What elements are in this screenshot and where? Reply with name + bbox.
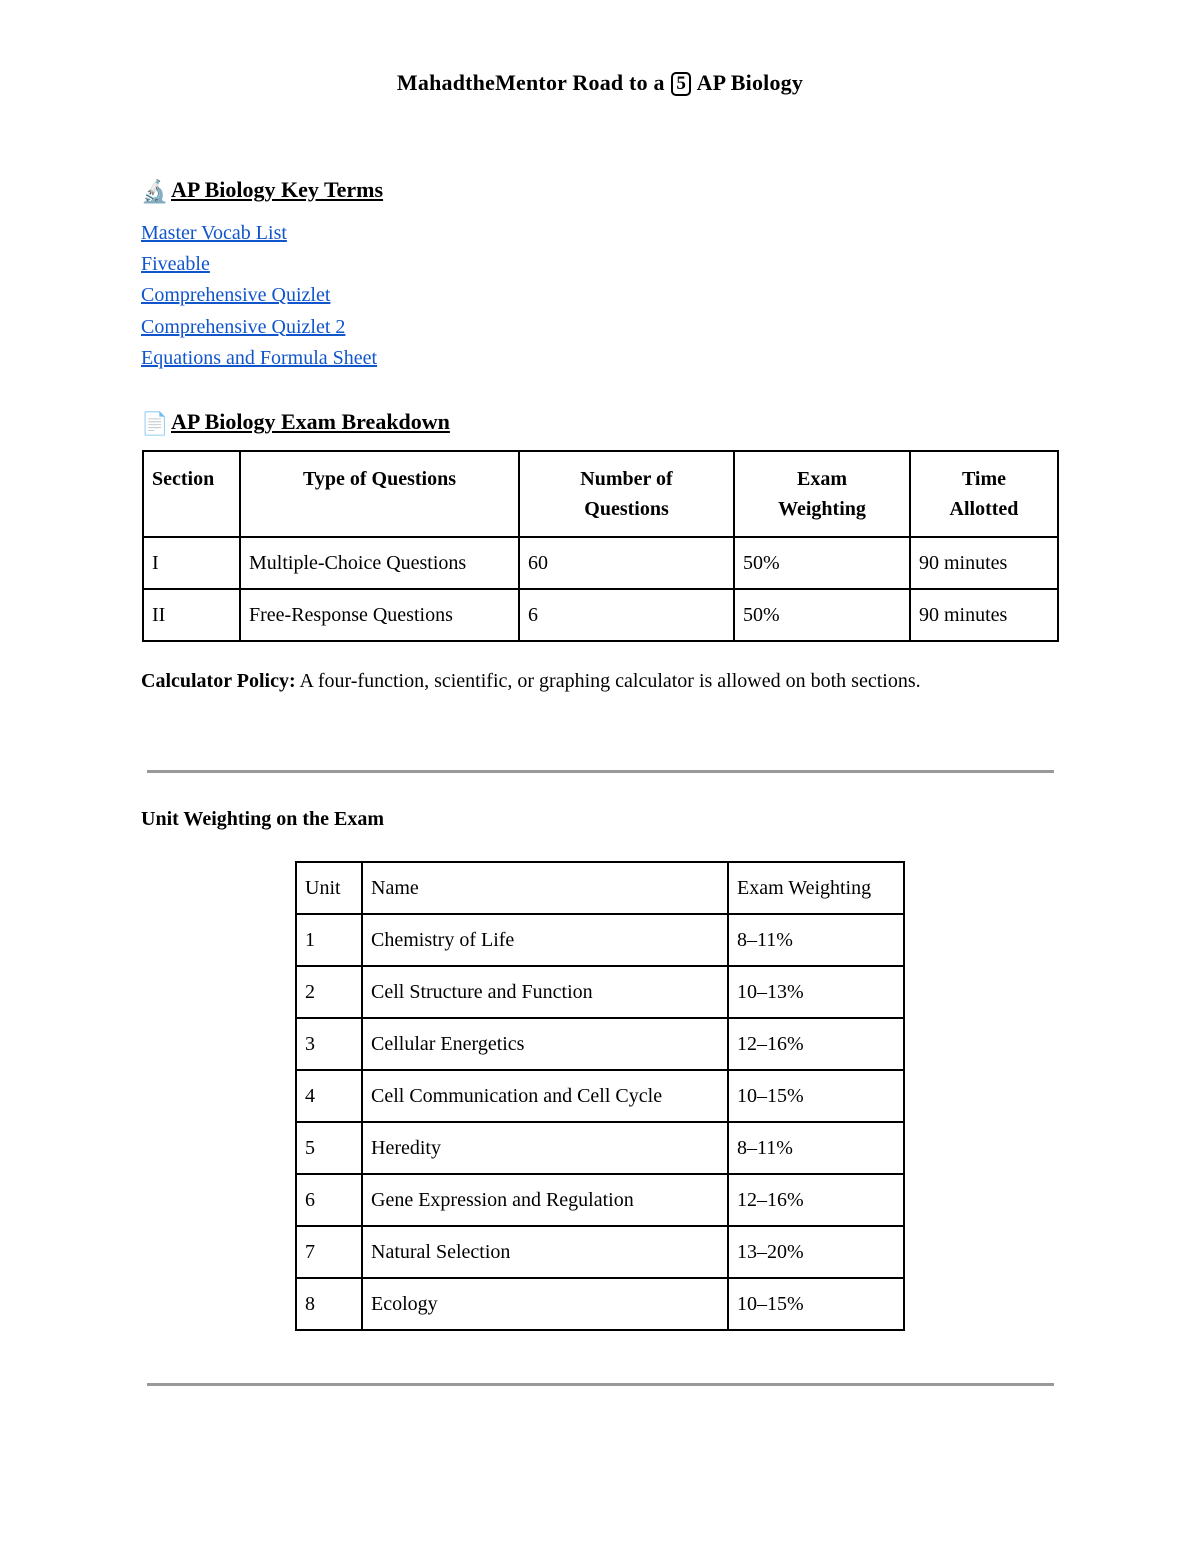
link-comprehensive-quizlet-2[interactable]: Comprehensive Quizlet 2 [141,315,346,338]
header-exam-weighting: Exam Weighting [728,862,904,914]
header-number-line1: Number of [580,468,673,490]
header-time-line1: Time [961,468,1007,490]
table-row [296,1070,904,1122]
cell-type: Free-Response Questions [240,589,519,641]
title-text-before: MahadtheMentor Road to a [396,70,671,95]
cell-name: Cellular Energetics [362,1018,728,1070]
cell-weighting: 12–16% [728,1018,904,1070]
document-title [0,70,1200,97]
header-number-of-questions [519,451,734,537]
header-name: Name [362,862,728,914]
cell-weighting: 12–16% [728,1174,904,1226]
cell-name: Ecology [362,1278,728,1330]
cell-section: I [143,537,240,589]
cell-unit: 7 [296,1226,362,1278]
link-master-vocab-list[interactable]: Master Vocab List [141,222,287,244]
link-comprehensive-quizlet[interactable]: Comprehensive Quizlet [141,284,331,307]
header-section: Section [143,451,240,537]
header-weight-line2: Weighting [778,498,866,520]
cell-weighting: 50% [734,589,910,641]
table-row [296,1278,904,1330]
cell-unit: 1 [296,914,362,966]
link-fiveable[interactable]: Fiveable [141,253,210,276]
cell-unit: 3 [296,1018,362,1070]
key-terms-heading [141,177,383,205]
cell-weighting: 10–15% [728,1278,904,1330]
cell-type: Multiple-Choice Questions [240,537,519,589]
header-exam-weighting [734,451,910,537]
cell-weighting: 50% [734,537,910,589]
calculator-policy-text: A four-function, scientific, or graphing calculator is allowed on both sections. [295,670,921,692]
table-row [296,1226,904,1278]
cell-name: Gene Expression and Regulation [362,1174,728,1226]
exam-breakdown-heading-text: AP Biology Exam Breakdown [171,409,450,434]
cell-time: 90 minutes [910,537,1058,589]
table-row [143,537,1058,589]
header-weight-line1: Exam [797,468,847,490]
page-icon: 📄 [141,411,169,436]
cell-name: Chemistry of Life [362,914,728,966]
cell-time: 90 minutes [910,589,1058,641]
cell-name: Heredity [362,1122,728,1174]
table-header-row [143,451,1058,537]
cell-unit: 5 [296,1122,362,1174]
cell-number: 6 [519,589,734,641]
cell-weighting: 10–13% [728,966,904,1018]
microscope-icon: 🔬 [141,179,169,204]
table-header-row [296,862,904,914]
key-terms-links [141,218,377,374]
title-text-after: AP Biology [692,70,804,95]
cell-number: 60 [519,537,734,589]
cell-name: Cell Communication and Cell Cycle [362,1070,728,1122]
cell-name: Natural Selection [362,1226,728,1278]
table-row [296,914,904,966]
cell-unit: 4 [296,1070,362,1122]
cell-weighting: 8–11% [728,914,904,966]
table-row [143,589,1058,641]
table-row [296,966,904,1018]
header-unit: Unit [296,862,362,914]
table-row [296,1122,904,1174]
cell-unit: 6 [296,1174,362,1226]
cell-unit: 2 [296,966,362,1018]
cell-weighting: 13–20% [728,1226,904,1278]
header-number-line2: Questions [584,498,669,520]
header-time-line2: Allotted [949,498,1019,520]
calculator-policy [141,666,1041,697]
cell-section: II [143,589,240,641]
table-row [296,1174,904,1226]
keycap-five-icon: 5 [671,72,691,96]
key-terms-heading-text: AP Biology Key Terms [171,177,384,202]
cell-weighting: 10–15% [728,1070,904,1122]
exam-breakdown-heading [141,409,450,437]
cell-unit: 8 [296,1278,362,1330]
exam-breakdown-table [142,450,1059,642]
cell-name: Cell Structure and Function [362,966,728,1018]
calculator-policy-label: Calculator Policy: [141,670,296,692]
header-time-allotted [910,451,1058,537]
table-row [296,1018,904,1070]
link-equations-formula-sheet[interactable]: Equations and Formula Sheet [141,346,378,369]
horizontal-divider [147,770,1054,773]
cell-weighting: 8–11% [728,1122,904,1174]
unit-weighting-heading: Unit Weighting on the Exam [141,808,384,830]
unit-weighting-table [295,861,905,1331]
header-type-of-questions: Type of Questions [240,451,519,537]
horizontal-divider [147,1383,1054,1386]
